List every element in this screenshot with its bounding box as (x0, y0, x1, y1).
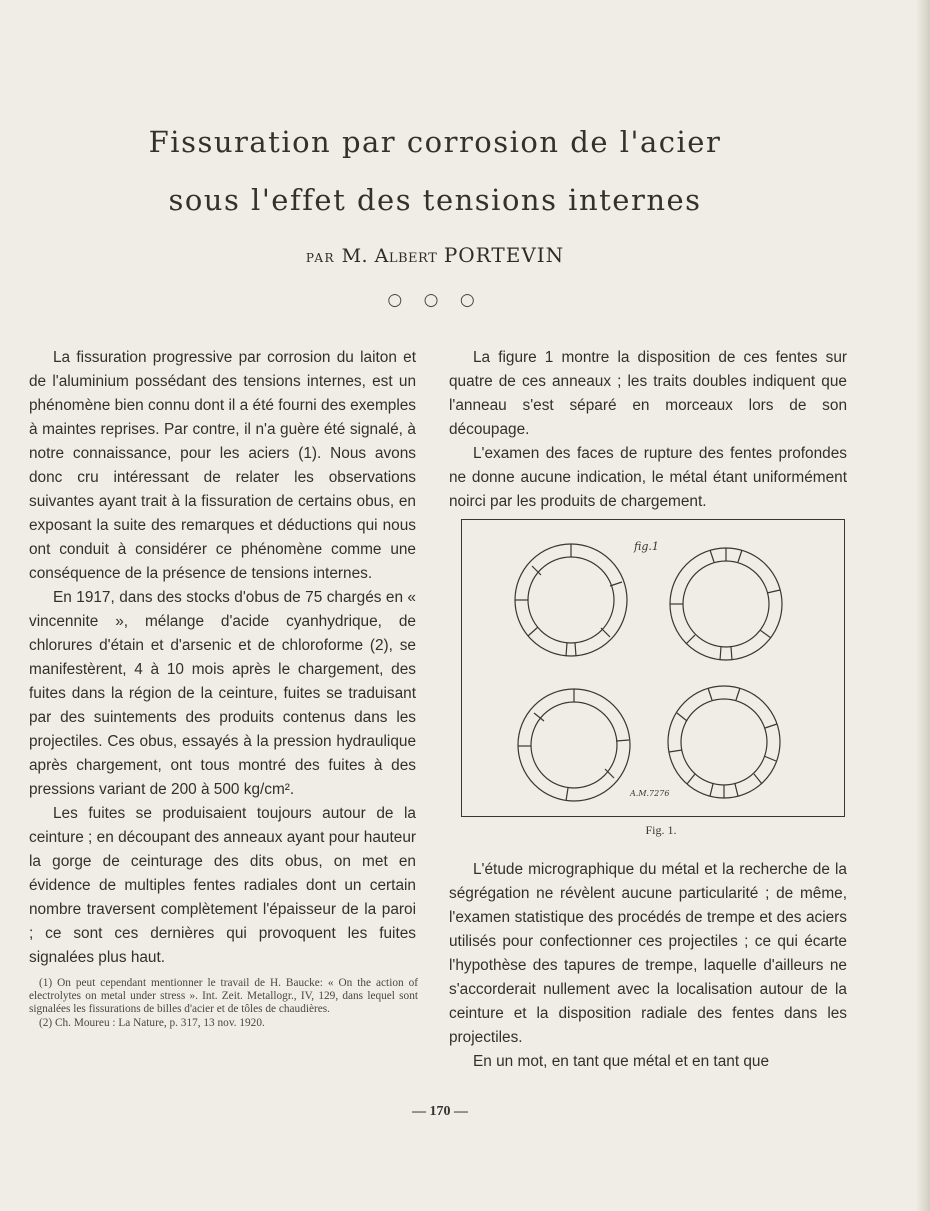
page-edge-shadow (916, 0, 930, 1211)
paragraph: La fissuration progressive par corrosion du laiton et de l'aluminium possédant des tensions internes, est un phénomène bien connu dont il a été fourni des exemples à maintes reprises. Par contre, il n'a guère été signalé, à notre connaissance, pour les aciers (1). Nous avons donc cru intéressant de relater les observations suivantes ayant trait à la fissuration de certains obus, en exposant la suite des remarques et déductions qui nous ont conduit à considérer ce phénomène comme une conséquence de la présence de tensions internes. (29, 349, 416, 582)
paragraph: L'examen des faces de rupture des fentes profondes ne donne aucune indication, le métal étant uniformément noirci par les produits de chargement. (449, 445, 847, 510)
ring-4 (668, 686, 780, 798)
paragraph: Les fuites se produisaient toujours autour de la ceinture ; en découpant des anneaux ayant pour hauteur la gorge de ceinturage des dits obus, on met en évidence de multiples fentes radiales dont un certain nombre traversent complètement l'épaisseur de la paroi ; ce sont ces dernières qui provoquent les fuites signalées plus haut. (29, 805, 416, 966)
footnotes (29, 977, 418, 1031)
byline-par: PAR (305, 251, 336, 265)
author-last-name: PORTEVIN (443, 243, 565, 267)
article-title-line-2: sous l'effet des tensions internes (168, 183, 702, 217)
figure-1 (461, 519, 845, 817)
article-title-line-1: Fissuration par corrosion de l'acier (148, 125, 722, 159)
footnote: (2) Ch. Moureu : La Nature, p. 317, 13 nov. 1920. (39, 1017, 265, 1029)
figure-label: fig.1 (634, 540, 659, 553)
section-ornament: ○ ○ ○ (387, 290, 483, 310)
right-column-bottom (449, 858, 847, 1074)
page-number: — 170 — (412, 1104, 468, 1119)
paragraph: En 1917, dans des stocks d'obus de 75 chargés en « vincennite », mélange d'acide cyanhydrique, de chlorures d'étain et d'arsenic et de chloroforme (2), se manifestèrent, 4 à 10 mois après le chargement, des fuites dans la région de la ceinture, fuites se traduisant par des suintements des produits contenus dans les projectiles. Ces obus, essayés à la pression hydraulique après chargement, ont tous montré des fuites à des pressions variant de 200 à 500 kg/cm². (29, 589, 416, 798)
ring-1 (515, 544, 627, 656)
ring-2 (670, 548, 782, 660)
left-column (29, 346, 416, 970)
paragraph: En un mot, en tant que métal et en tant que (473, 1053, 770, 1070)
author-first-name: Albert (374, 245, 438, 267)
ring-3 (518, 689, 630, 801)
paragraph: La figure 1 montre la disposition de ces fentes sur quatre de ces anneaux ; les traits doubles indiquent que l'anneau s'est séparé en morceaux lors de son découpage. (449, 349, 847, 438)
author-byline (0, 243, 870, 267)
figure-caption: Fig. 1. (645, 823, 677, 837)
paragraph: L'étude micrographique du métal et la recherche de la ségrégation ne révèlent aucune particularité ; de même, l'examen statistique des procédés de trempe et des aciers utilisés pour confectionner ces projectiles ; ce qui écarte l'hypothèse des tapures de trempe, laquelle d'ailleurs ne s'accorderait nullement avec la localisation autour de la ceinture et la disposition radiale des fentes dans les projectiles. (449, 861, 847, 1046)
figure-reference: A.M.7276 (630, 789, 670, 798)
footnote: (1) On peut cependant mentionner le travail de H. Baucke: « On the action of electrolytes on metal under stress ». Int. Zeit. Metallogr., IV, 129, dans lequel sont signalées les fissurations de billes d'acier et de tôles de chaudières. (29, 977, 418, 1015)
ring-drawings (462, 520, 846, 818)
right-column-top (449, 346, 847, 514)
byline-title: M. (341, 245, 369, 267)
